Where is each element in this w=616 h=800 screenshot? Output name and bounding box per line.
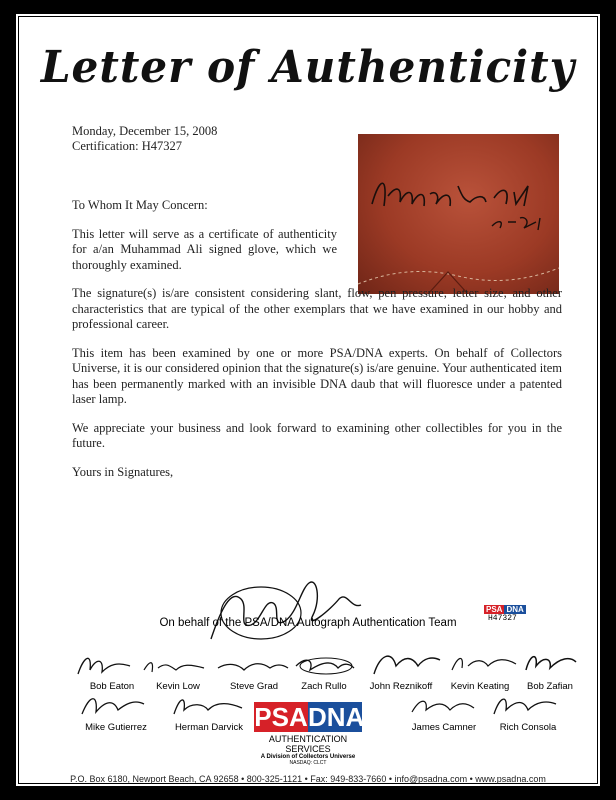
paragraph-appreciation: We appreciate your business and look forward to examining other collectibles for you in the future. [72, 420, 562, 450]
salutation: To Whom It May Concern: [72, 198, 208, 212]
signature-kevin-keating [448, 644, 518, 678]
signature-mike-gutierrez [78, 686, 148, 720]
signer-name: Bob Zafian [527, 681, 573, 692]
letter-body [72, 198, 562, 493]
nasdaq-label: NASDAQ: CLCT [289, 760, 327, 766]
team-line: On behalf of the PSA/DNA Autograph Authentication Team [159, 617, 457, 629]
division-label: A Division of Collectors Universe [260, 754, 356, 760]
signature-john-reznikoff [370, 644, 442, 678]
signer-name: Zach Rullo [301, 681, 347, 692]
certification-code: H47327 [488, 614, 517, 623]
signer-name: James Camner [411, 722, 477, 733]
psa-mark: PSA [486, 605, 503, 614]
signature-bob-eaton [74, 646, 134, 680]
dna-mark: DNA [506, 605, 524, 614]
signature-james-camner [408, 686, 478, 720]
psa-dna-authentication-logo [254, 702, 365, 766]
signature-rich-consola [490, 686, 560, 720]
letter-title: Letter of Authenticity [40, 42, 576, 93]
certification-number: Certification: H47327 [72, 139, 183, 153]
paragraph-expert-opinion: This item has been examined by one or more PSA/DNA experts. On behalf of Collectors Universe, it is our considered opinion that the signature(s) is/are genuine. Your authenticated item has been permanently marked with an invisible DNA daub that will fluoresce under a patented laser lamp. [72, 345, 562, 406]
signer-name: Kevin Low [156, 681, 200, 692]
closing: Yours in Signatures, [72, 464, 174, 479]
paragraph-signature-consistency: The signature(s) is/are consistent considering slant, flow, pen pressure, letter size, and other characteristics that are typical of the other exemplars that we have examined in our hobby and professional career. [72, 286, 562, 331]
signature-bob-zafian [522, 644, 580, 678]
lead-authenticator-signature [201, 569, 371, 649]
psa-dna-wordmark [254, 702, 365, 732]
signer-name: Steve Grad [229, 681, 279, 692]
signer-name: John Reznikoff [369, 681, 433, 692]
signer-name: Rich Consola [499, 722, 557, 733]
signature-kevin-low [140, 646, 208, 680]
signature-herman-darvick [170, 686, 246, 720]
authentication-services-label: AUTHENTICATION SERVICES [268, 734, 348, 754]
psa-wordmark: PSA [254, 702, 308, 732]
signature-steve-grad [214, 646, 290, 680]
letter-date: Monday, December 15, 2008 [72, 124, 218, 138]
dna-wordmark: DNA [308, 702, 365, 732]
paragraph-item: This letter will serve as a certificate of authenticity for a/an Muhammad Ali signed glove, which we thoroughly examined. [72, 226, 337, 272]
contact-footer: P.O. Box 6180, Newport Beach, CA 92658 • 800-325-1121 • Fax: 949-833-7660 • info@psadna.com • www.psadna.com [70, 774, 546, 784]
signer-name: Herman Darvick [174, 722, 244, 733]
signer-name: Kevin Keating [450, 681, 510, 692]
signature-zach-rullo [292, 646, 358, 680]
letter-meta [72, 124, 217, 154]
signer-name: Bob Eaton [89, 681, 135, 692]
certificate-sheet [16, 14, 600, 786]
signer-name: Mike Gutierrez [85, 722, 147, 733]
